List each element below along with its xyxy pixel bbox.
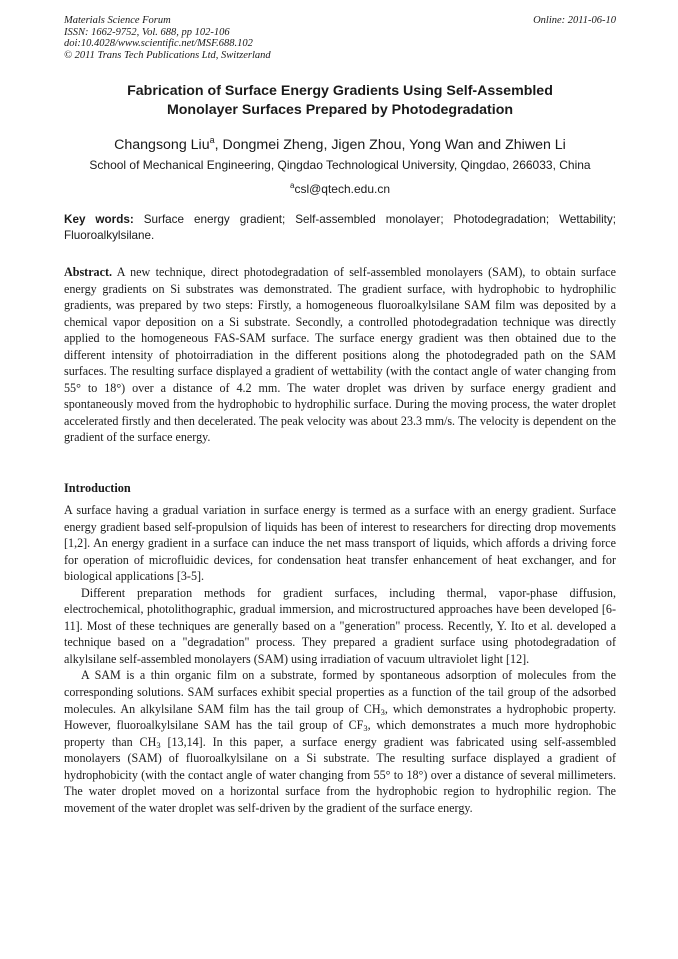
title-line-2: Monolayer Surfaces Prepared by Photodegradation: [166, 102, 514, 118]
intro-p3-part-d: [13,14]. In this paper, a surface energy gradient was fabricated using self-assembled monolayers (SAM) of fluoroalkylsilane on a Si substrate. The resulting surface displayed a gradient of hydrophobicity (with the contact angle of water changing from 55° to 18°) over a distance of several millimeters. The water droplet moved on a horizontal surface from the hydrophobic region to hydrophilic region. The movement of the water droplet was self-driven by the gradient of the surface energy.: [64, 734, 616, 815]
subscript-3: 3: [380, 706, 385, 717]
abstract-label: Abstract.: [64, 265, 113, 279]
author-others: , Dongmei Zheng, Jigen Zhou, Yong Wan and Zhiwen Li: [214, 137, 566, 153]
abstract: [64, 264, 616, 446]
intro-paragraph-3: [64, 667, 616, 816]
email-affil-mark: a: [289, 181, 295, 190]
journal-issn: ISSN: 1662-9752, Vol. 688, pp 102-106: [64, 26, 230, 38]
intro-p3-part-a: A SAM is a thin organic film on a substrate, formed by spontaneous adsorption of molecules from the corresponding solutions. SAM surfaces exhibit special properties as a function of the tail group of the adsorbed molecules. An alkylsilane SAM film has the tail group of CH: [64, 668, 616, 716]
author-first-affil-mark: a: [209, 135, 215, 145]
introduction-heading: Introduction: [64, 481, 131, 495]
subscript-3: 3: [156, 739, 161, 750]
intro-p3-part-b: , which demonstrates a hydrophobic property. However, fluoroalkylsilane SAM has the tail group of CF: [64, 701, 617, 733]
affiliation: School of Mechanical Engineering, Qingdao Technological University, Qingdao, 266033, China: [89, 158, 591, 172]
introduction-body: [64, 502, 616, 816]
journal-header: [64, 15, 616, 61]
intro-paragraph-1: A surface having a gradual variation in surface energy is termed as a surface with an energy gradient. Surface energy gradient based self-propulsion of liquids has been of interest to researchers for directing drop movements [1,2]. An energy gradient in a surface can induce the net mass transport of liquids, which affords a driving force for operation of microfluidic devices, for condensation heat transfer enhancement of heat exchanger, and for biological applications [3-5].: [64, 503, 616, 584]
intro-paragraph-2: Different preparation methods for gradient surfaces, including thermal, vapor-phase diffusion, electrochemical, photolithographic, gradual immersion, and microstructured approaches have been developed [6-11]. Most of these techniques are generally based on a "generation" process. Recently, Y. Ito et al. developed a technique based on a "degradation" process. They prepared a gradient surface using photodegradation of alkylsilane self-assembled monolayers (SAM) using irradiation of vacuum ultraviolet light [12].: [64, 585, 616, 666]
keywords-label: Key words:: [64, 213, 134, 226]
journal-doi: doi:10.4028/www.scientific.net/MSF.688.102: [64, 38, 253, 50]
intro-p3-part-c: , which demonstrates a much more hydrophobic property than CH: [64, 718, 617, 749]
author-list: [64, 131, 616, 154]
email-address: csl@qtech.edu.cn: [294, 182, 391, 196]
abstract-text: A new technique, direct photodegradation of self-assembled monolayers (SAM), to obtain surface energy gradients on Si substrates was demonstrated. The gradient surface, with hydrophobic to hydrophilic gradients, was prepared by two steps: Firstly, a homogeneous fluoroalkylsilane SAM film was deposited by a chemical vapor deposition on a Si substrate. Secondly, a controlled photodegradation technique was directly applied to the homogeneous FAS-SAM surface. The surface energy gradient was then obtained due to the different intensity of photoirradiation in the different positions along the photodegraded path on the SAM surfaces. The resulting surface displayed a gradient of wettability (with the contact angle of water changing from 55° to 18°) over a distance of 4.2 mm. The water droplet was driven by surface energy gradient and spontaneously moved from the hydrophobic to hydrophilic surface. During the moving process, the water droplet accelerated firstly and then decelerated. The peak velocity was about 23.3 mm/s. The velocity is dependent on the gradient of the surface energy.: [64, 265, 616, 445]
author-first: Changsong Liu: [114, 137, 210, 153]
online-date: Online: 2011-06-10: [533, 15, 616, 26]
title-line-1: Fabrication of Surface Energy Gradients Using Self-Assembled: [127, 83, 553, 99]
keywords: [64, 212, 616, 244]
journal-name: Materials Science Forum: [64, 15, 171, 26]
journal-copyright: © 2011 Trans Tech Publications Ltd, Switzerland: [64, 49, 271, 61]
corresponding-email: [64, 178, 616, 197]
keywords-text: Surface energy gradient; Self-assembled monolayer; Photodegradation; Wettability; Fluoroalkylsilane.: [64, 213, 617, 242]
subscript-3: 3: [363, 723, 368, 734]
paper-title: [64, 82, 616, 120]
